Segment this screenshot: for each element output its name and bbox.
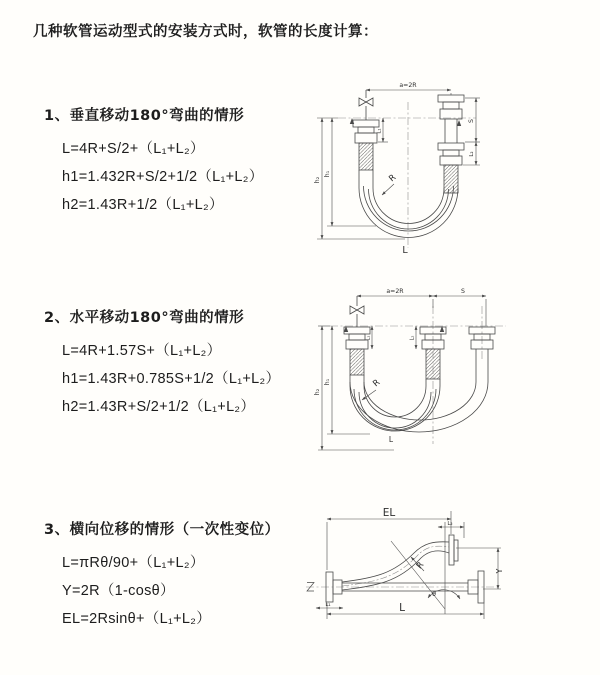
dim-label-l2: L₂ (469, 151, 475, 157)
page-title: 几种软管运动型式的安装方式时，软管的长度计算： (33, 24, 378, 40)
dimension-labels (325, 507, 504, 614)
dim-label-l2: L₂ (447, 521, 453, 527)
dim-label-h1: h₁ (324, 378, 331, 386)
dim-label-h1: h₁ (324, 170, 331, 178)
braided-hose-section (444, 165, 458, 193)
up-arrow (350, 118, 354, 124)
formula: EL=2Rsinθ+（L₁+L₂） (62, 611, 212, 627)
centerlines (306, 546, 501, 587)
section-1-heading: 1、垂直移动180°弯曲的情形 (44, 108, 245, 124)
diagram-horizontal-180-bend (310, 282, 600, 472)
radius-label: R (371, 377, 383, 390)
valve-icon (350, 306, 364, 314)
formula: L=4R+1.57S+（L₁+L₂） (62, 343, 222, 359)
formula: h1=1.432R+S/2+1/2（L₁+L₂） (62, 169, 264, 185)
dim-label-y: Y (495, 568, 504, 574)
formula: h2=1.43R+1/2（L₁+L₂） (62, 197, 224, 213)
length-label: L (399, 602, 405, 614)
dim-label-h2: h₂ (314, 388, 321, 396)
length-label: L (402, 245, 408, 256)
hose-and-fittings (353, 90, 464, 238)
radius-label: R (414, 560, 427, 572)
length-label: L (388, 435, 394, 444)
valve-icon (359, 98, 373, 106)
dim-label-s: S (461, 288, 465, 295)
dimension-labels (314, 288, 465, 444)
dim-label-s: S (468, 119, 475, 123)
up-arrow (457, 120, 461, 126)
braided-hose-section (426, 349, 440, 379)
dim-label-el: EL (382, 507, 396, 519)
dimension-lines (316, 511, 501, 619)
section-2 (44, 306, 280, 421)
dim-label-l1: L₁ (365, 335, 372, 341)
dim-label-l2: L₂ (409, 335, 416, 341)
section-3-heading: 3、横向位移的情形（一次性变位） (44, 522, 280, 538)
formula: Y=2R（1-cosθ） (62, 583, 175, 599)
dimension-lines (318, 296, 486, 450)
section-2-formulas (62, 337, 280, 421)
formula: h2=1.43R+S/2+1/2（L₁+L₂） (62, 399, 256, 415)
dimension-lines (317, 90, 480, 239)
formula: h1=1.43R+0.785S+1/2（L₁+L₂） (62, 371, 281, 387)
braided-hose-section (359, 143, 373, 170)
dim-label-span: a=2R (399, 82, 417, 89)
dim-label-span: a=2R (386, 288, 404, 295)
diagram-lateral-displacement (298, 497, 600, 665)
braided-hose-section (350, 349, 364, 375)
dim-label-l1: L₁ (325, 602, 331, 608)
diagram-vertical-180-bend (308, 76, 598, 261)
angle-label: θ (432, 590, 436, 598)
dim-label-h2: h₂ (314, 176, 321, 184)
formula: L=4R+S/2+（L₁+L₂） (62, 141, 205, 157)
section-1 (44, 104, 264, 219)
formula: L=πRθ/90+（L₁+L₂） (62, 555, 205, 571)
dim-label-l1: L₁ (376, 128, 383, 134)
section-3 (44, 518, 280, 633)
section-3-formulas (62, 549, 280, 633)
radius-label: R (387, 172, 399, 185)
hose-and-fittings (307, 535, 484, 603)
section-2-heading: 2、水平移动180°弯曲的情形 (44, 310, 245, 326)
section-1-formulas (62, 135, 264, 219)
hose-and-fittings (344, 296, 495, 432)
